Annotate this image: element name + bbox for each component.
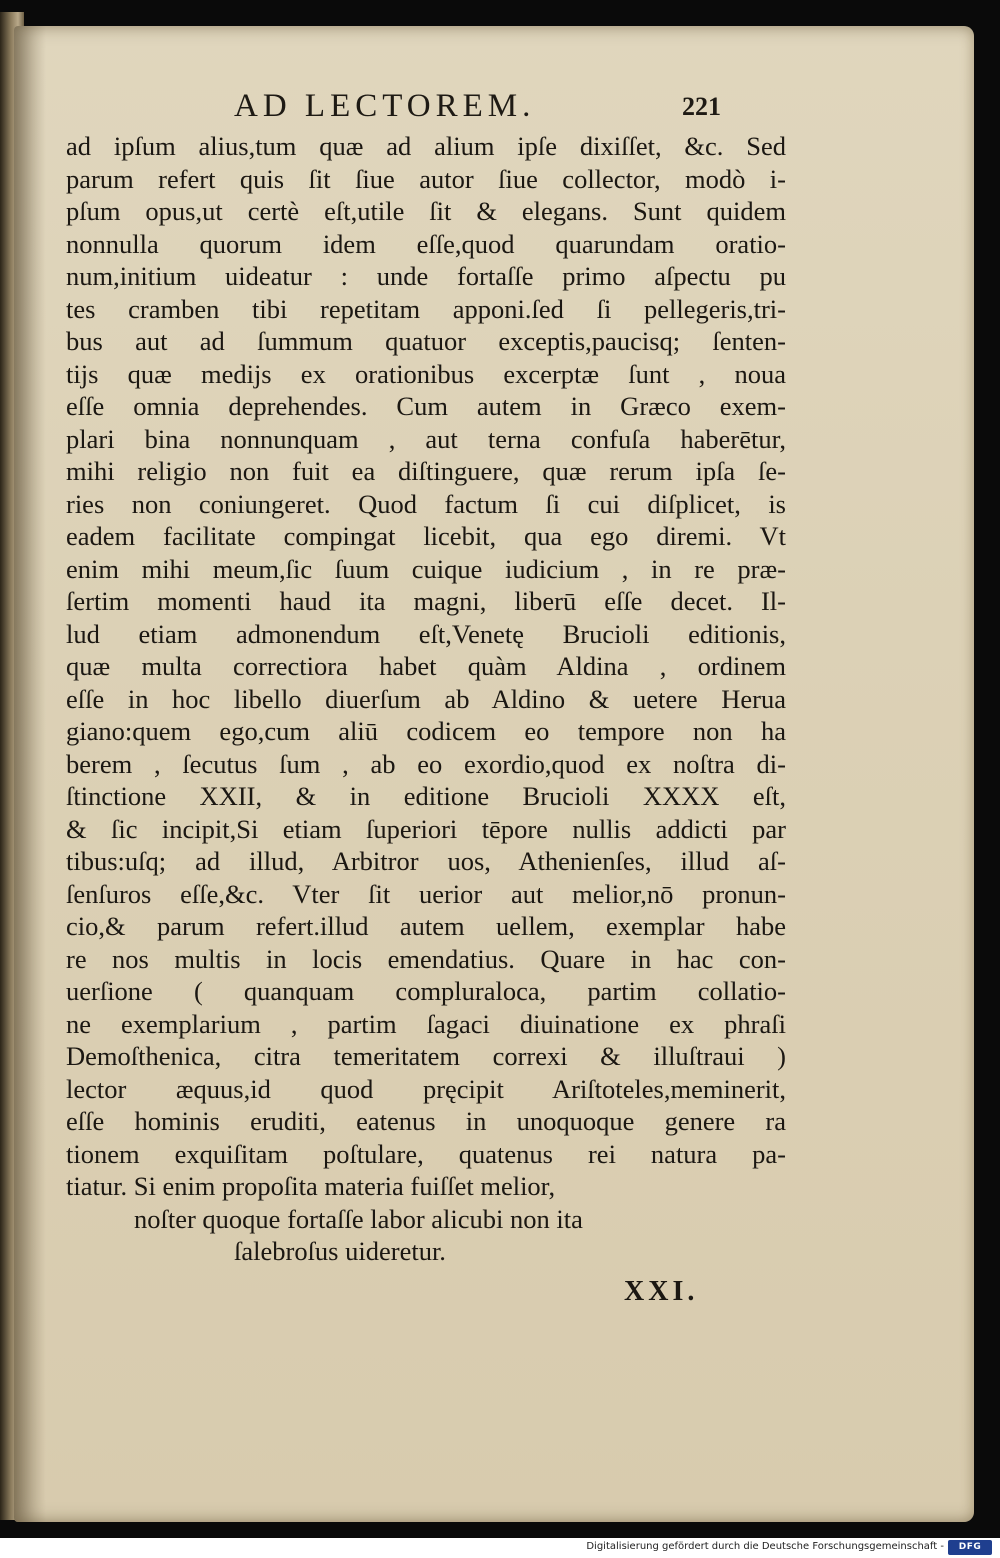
text-line: plari bina nonnunquam , aut terna confuſa haberētur, [66,423,786,454]
text-line: ſenſuros eſſe,&c. Vter ſit uerior aut melior,nō pronun- [66,878,786,909]
text-line: tionem exquiſitam poſtulare, quatenus rei natura pa- [66,1138,786,1169]
text-line: pſum opus,ut certè eſt,utile ſit & elegans. Sunt quidem [66,196,786,226]
text-line: berem , ſecutus ſum , ab eo exordio,quod ex noſtra di- [66,748,786,779]
text-line: lector æquus,id quod pręcipit Ariſtoteles,meminerit, [66,1073,786,1104]
text-line-tail: tiatur. Si enim propoſita materia fuiſſet melior, [66,1171,556,1201]
text-line-tail: noſter quoque fortaſſe labor alicubi non ita [134,1203,583,1234]
book-page [14,26,974,1522]
digitization-footer [0,1538,1000,1558]
text-line: eſſe hominis eruditi, eatenus in unoquoque genere ra [66,1106,786,1136]
text-line: ries non coniungeret. Quod factum ſi cui diſplicet, is [66,488,786,519]
catchword: XXI. [624,1276,699,1307]
text-line: ſtinctione XXII, & in editione Brucioli XXXX eſt, [66,781,786,811]
text-line: num,initium uideatur : unde fortaſſe primo aſpectu pu [66,261,786,291]
text-line: cio,& parum refert.illud autem uellem, exemplar habe [66,911,786,941]
text-line: eſſe omnia deprehendes. Cum autem in Græco exem- [66,391,786,421]
page-number: 221 [682,92,721,121]
text-line: enim mihi meum,ſic ſuum cuique iudicium , in re præ- [66,553,786,584]
text-block [66,130,786,1268]
text-line: re nos multis in locis emendatius. Quare in hac con- [66,943,786,974]
text-line: & ſic incipit,Si etiam ſuperiori tēpore nullis addicti par [66,813,786,844]
text-line: Demoſthenica, citra temeritatem correxi & illuſtraui ) [66,1041,786,1071]
text-line-tail: ſalebroſus uideretur. [234,1236,446,1266]
text-line: tijs quæ medijs ex orationibus excerptæ ſunt , noua [66,358,786,389]
text-line: giano:quem ego,cum aliū codicem eo tempore non ha [66,716,786,746]
text-line: tes cramben tibi repetitam apponi.ſed ſi pellegeris,tri- [66,293,786,324]
running-head-title: AD LECTOREM. [234,88,536,124]
running-head [14,88,974,132]
text-line: eadem facilitate compingat licebit, qua ego diremi. Vt [66,521,786,551]
text-line: eſſe in hoc libello diuerſum ab Aldino & uetere Herua [66,683,786,714]
text-line: nonnulla quorum idem eſſe,quod quarundam oratio- [66,228,786,259]
text-line: uerſione ( quanquam compluraloca, partim collatio- [66,976,786,1006]
text-line: lud etiam admonendum eſt,Venetę Brucioli editionis, [66,618,786,649]
dfg-logo-icon: DFG [948,1540,992,1555]
text-line: tibus:uſq; ad illud, Arbitror uos, Athenienſes, illud aſ- [66,846,786,876]
text-line: parum refert quis ſit ſiue autor ſiue collector, modò i- [66,163,786,194]
text-line: bus aut ad ſummum quatuor exceptis,paucisq; ſenten- [66,326,786,356]
text-line: ne exemplarium , partim ſagaci diuinatione ex phraſi [66,1008,786,1039]
funding-credit: Digitalisierung gefördert durch die Deutsche Forschungsgemeinschaft - [586,1541,944,1552]
text-line: ad ipſum alius,tum quæ ad alium ipſe dixiſſet, &c. Sed [66,131,786,161]
text-line: mihi religio non fuit ea diſtinguere, quæ rerum ipſa ſe- [66,456,786,486]
text-line: quæ multa correctiora habet quàm Aldina , ordinem [66,651,786,681]
text-line: ſertim momenti haud ita magni, liberū eſſe decet. Il- [66,586,786,616]
